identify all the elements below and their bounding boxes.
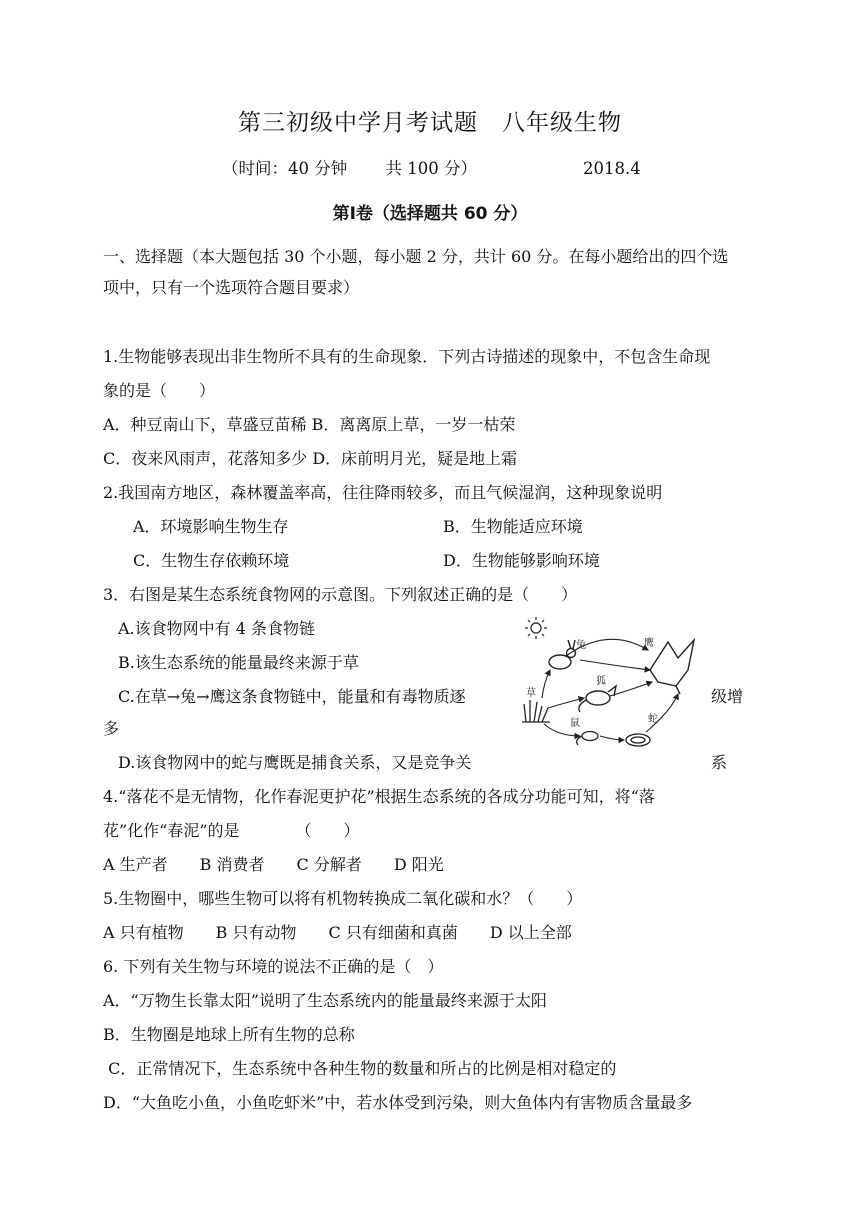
q3-stem: 3．右图是某生态系统食物网的示意图。下列叙述正确的是（ ） (103, 585, 578, 604)
fw-label-snake: 蛇 (648, 714, 658, 725)
fw-label-rabbit: 兔 (576, 640, 586, 651)
q3-option-d: D.该食物网中的蛇与鹰既是捕食关系，又是竞争关 (118, 753, 472, 772)
q4-stem-line-2: 花”化作“春泥”的是 （ ） (103, 821, 360, 840)
q5-options: A 只有植物 B 只有动物 C 只有细菌和真菌 D 以上全部 (103, 923, 572, 942)
section-heading: 第Ⅰ卷（选择题共 60 分） (332, 204, 528, 224)
q3-option-c-cont: 级增 (711, 687, 744, 706)
q2-option-c: C．生物生存依赖环境 (133, 551, 290, 570)
q3-option-c: C.在草→兔→鹰这条食物链中，能量和有毒物质逐 (118, 687, 466, 706)
q3-option-c-wrap: 多 (103, 719, 120, 738)
fw-label-eagle: 鹰 (644, 638, 654, 649)
exam-time: （时间：40 分钟 共 100 分） (222, 159, 477, 178)
instructions-line-1: 一、选择题（本大题包括 30 个小题，每小题 2 分，共计 60 分。在每小题给出的四个选 (103, 247, 729, 266)
fw-label-mouse: 鼠 (570, 718, 580, 729)
q6-option-d: D．“大鱼吃小鱼，小鱼吃虾米”中，若水体受到污染，则大鱼体内有害物质含量最多 (103, 1093, 693, 1112)
q2-option-b: B．生物能适应环境 (443, 517, 583, 536)
exam-date: 2018.4 (583, 159, 641, 178)
q2-option-d: D．生物能够影响环境 (443, 551, 600, 570)
q3-option-d-cont: 系 (711, 753, 728, 772)
q1-stem-line-2: 象的是（ ） (103, 381, 216, 400)
exam-title: 第三初级中学月考试题 八年级生物 (238, 110, 622, 136)
rabbit-icon (549, 640, 576, 669)
q4-options: A 生产者 B 消费者 C 分解者 D 阳光 (103, 855, 444, 874)
q4-stem-line-1: 4.“落花不是无情物，化作春泥更护花”根据生态系统的各成分功能可知，将“落 (103, 787, 655, 806)
q6-stem: 6. 下列有关生物与环境的说法不正确的是（ ） (103, 957, 444, 976)
fw-label-fox: 狐 (596, 676, 606, 687)
q1-stem-line-1: 1.生物能够表现出非生物所不具有的生命现象．下列古诗描述的现象中，不包含生命现 (103, 347, 711, 366)
q6-option-c: C．正常情况下，生态系统中各种生物的数量和所占的比例是相对稳定的 (103, 1059, 617, 1078)
instructions-line-2: 项中，只有一个选项符合题目要求） (103, 278, 360, 297)
q6-option-a: A．“万物生长靠太阳”说明了生态系统内的能量最终来源于太阳 (103, 991, 547, 1010)
snake-icon (626, 734, 650, 746)
eagle-icon (650, 640, 694, 694)
q6-option-b: B．生物圈是地球上所有生物的总称 (103, 1025, 355, 1044)
q3-option-b: B.该生态系统的能量最终来源于草 (118, 653, 359, 672)
fw-label-grass: 草 (526, 688, 536, 699)
q2-option-a: A．环境影响生物生存 (133, 517, 289, 536)
q2-stem: 2.我国南方地区，森林覆盖率高，往往降雨较多，而且气候湿润，这种现象说明 (103, 483, 663, 502)
q1-options-cd: C．夜来风雨声，花落知多少 D．床前明月光，疑是地上霜 (103, 449, 518, 468)
grass-icon (522, 700, 550, 722)
mouse-icon (577, 732, 598, 746)
q1-options-ab: A．种豆南山下，草盛豆苗稀 B．离离原上草，一岁一枯荣 (103, 415, 516, 434)
q5-stem: 5.生物圈中，哪些生物可以将有机物转换成二氧化碳和水？（ ） (103, 889, 583, 908)
sun-icon (525, 617, 547, 639)
q3-option-a: A.该食物网中有 4 条食物链 (118, 619, 315, 638)
food-web-figure (518, 612, 706, 754)
fox-icon (579, 686, 616, 712)
